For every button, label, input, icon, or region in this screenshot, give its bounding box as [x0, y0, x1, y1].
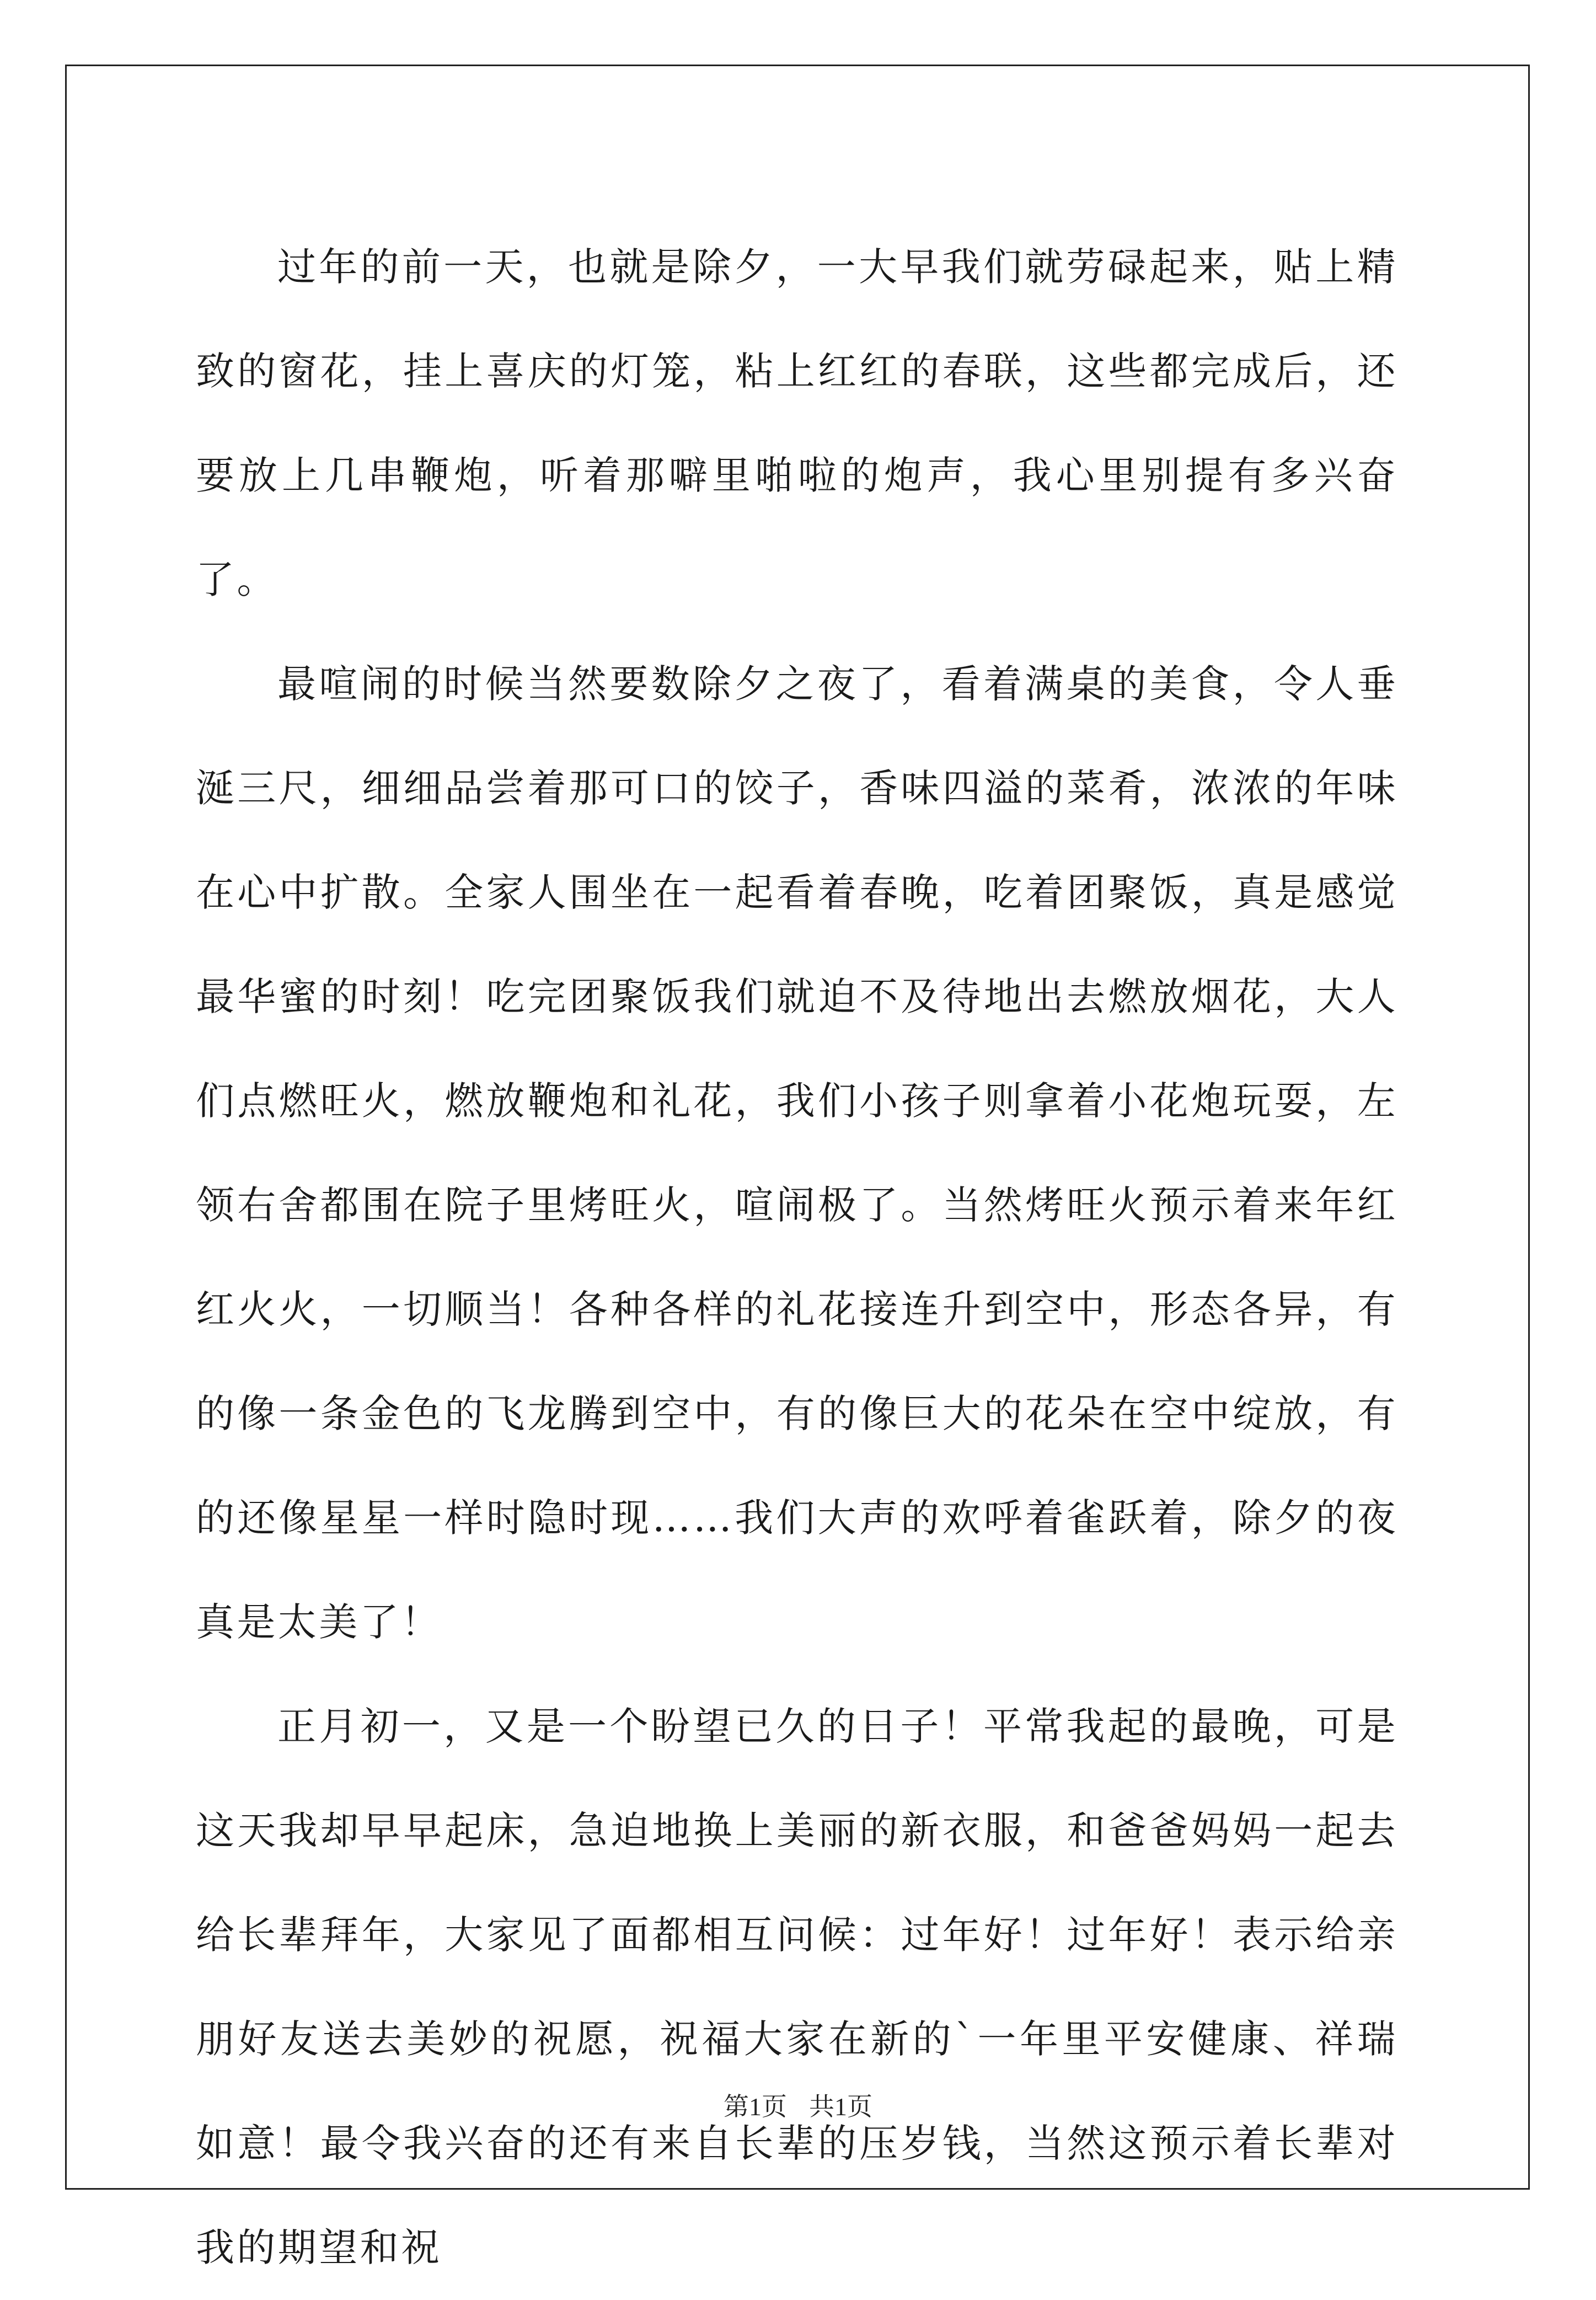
- page-footer: [0, 2090, 1596, 2124]
- paragraph: 过年的前一天，也就是除夕，一大早我们就劳碌起来，贴上精致的窗花，挂上喜庆的灯笼，粘上红红的春联，这些都完成后，还要放上几串鞭炮，听着那噼里啪啦的炮声，我心里别提有多兴奋了。: [196, 244, 1398, 602]
- paragraph: 最喧闹的时候当然要数除夕之夜了，看着满桌的美食，令人垂涎三尺，细细品尝着那可口的饺子，香味四溢的菜肴，浓浓的年味在心中扩散。全家人围坐在一起看着春晚，吃着团聚饭，真是感觉最华蜜的时刻！吃完团聚饭我们就迫不及待地出去燃放烟花，大人们点燃旺火，燃放鞭炮和礼花，我们小孩子则拿着小花炮玩耍，左领右舍都围在院子里烤旺火，喧闹极了。当然烤旺火预示着来年红红火火，一切顺当！各种各样的礼花接连升到空中，形态各异，有的像一条金色的飞龙腾到空中，有的像巨大的花朵在空中绽放，有的还像星星一样时隐时现……我们大声的欢呼着雀跃着，除夕的夜真是太美了！: [196, 661, 1398, 1645]
- document-body: [196, 215, 1398, 2300]
- page-total: 共1页: [809, 2093, 872, 2121]
- page-number: 第1页: [724, 2093, 787, 2121]
- paragraph: 正月初一，又是一个盼望已久的日子！平常我起的最晚，可是这天我却早早起床，急迫地换上美丽的新衣服，和爸爸妈妈一起去给长辈拜年，大家见了面都相互问候：过年好！过年好！表示给亲朋好友送去美妙的祝愿，祝福大家在新的`一年里平安健康、祥瑞如意！最令我兴奋的还有来自长辈的压岁钱，当然这预示着长辈对我的期望和祝: [196, 1704, 1398, 2270]
